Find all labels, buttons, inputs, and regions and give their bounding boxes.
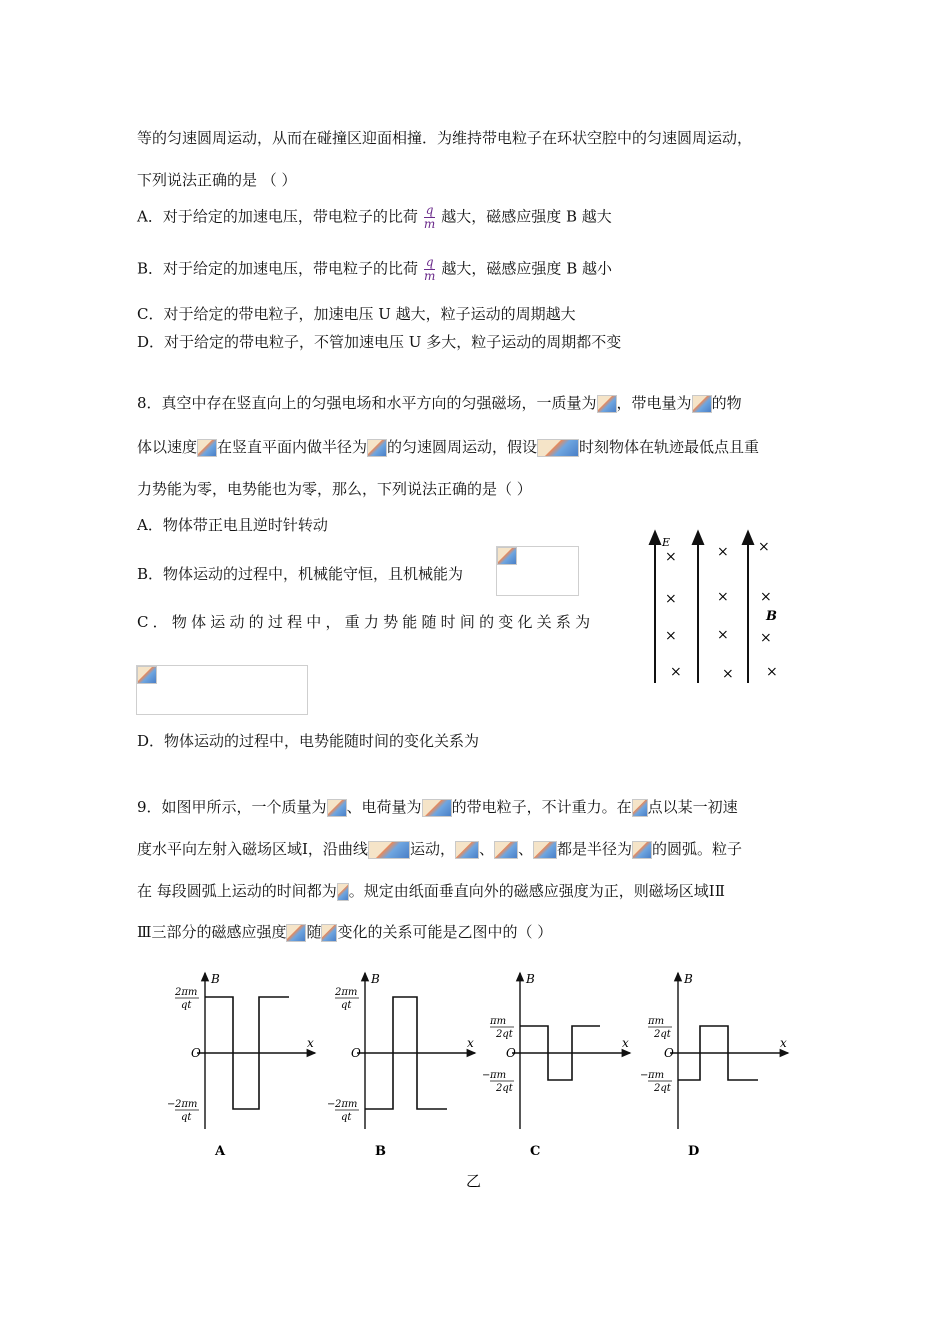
tick-top-numerator: 2πm: [335, 987, 358, 998]
cross-mark: ×: [665, 549, 677, 565]
field-label-e: E: [662, 536, 671, 549]
formula-image-box: [136, 665, 308, 715]
field-label-b: B: [766, 609, 777, 624]
formula-image-icon: [367, 439, 387, 457]
tick-top-denominator: 2qt: [496, 1029, 513, 1040]
tick-bottom-denominator: 2qt: [654, 1083, 671, 1094]
formula-image-icon: [286, 924, 306, 942]
tick-minus-sign: −: [327, 1099, 336, 1110]
graph-option-label: D: [688, 1144, 700, 1159]
formula-image-icon: [537, 439, 579, 457]
formula-image-icon: [692, 395, 712, 413]
cross-mark: ×: [760, 630, 772, 646]
cross-mark: ×: [717, 627, 729, 643]
cross-mark: ×: [665, 591, 677, 607]
axis-label-b: B: [526, 972, 535, 986]
q7-option-a-post: 越大，磁感应强度 B 越大: [441, 207, 612, 226]
charge-mass-ratio: $\frac{q}{m}$: [423, 203, 436, 231]
cross-mark: ×: [717, 589, 729, 605]
q8-line3: 力势能为零，电势能也为零，那么，下列说法正确的是（ ）: [137, 480, 532, 498]
tick-minus-sign: −: [640, 1070, 649, 1081]
formula-image-icon: [197, 439, 217, 457]
q9-line4: Ⅲ三部分的磁感应强度 随 变化的关系可能是乙图中的（ ）: [137, 923, 553, 941]
tick-bottom-numerator: 2πm: [175, 1099, 198, 1110]
tick-minus-sign: −: [167, 1099, 176, 1110]
q8-option-b: B．物体运动的过程中，机械能守恒，且机械能为: [137, 565, 464, 583]
tick-bottom-denominator: 2qt: [496, 1083, 513, 1094]
axis-label-b: B: [211, 972, 220, 986]
formula-image-icon: [321, 924, 337, 942]
formula-image-icon: [368, 841, 410, 859]
formula-image-icon: [327, 799, 347, 817]
formula-image-icon: [497, 547, 517, 565]
cross-mark: ×: [760, 589, 772, 605]
axis-label-x: x: [467, 1036, 474, 1050]
origin-label: O: [664, 1046, 674, 1060]
tick-top-denominator: qt: [181, 1000, 192, 1011]
q9-line3: 在 每段圆弧上运动的时间都为 。规定由纸面垂直向外的磁感应强度为正，则磁场区域ⅠⅡ: [137, 882, 725, 900]
tick-top-numerator: πm: [490, 1016, 507, 1027]
q7-line2: 下列说法正确的是 （ ）: [137, 171, 297, 189]
formula-image-icon: [494, 841, 518, 859]
cross-mark: ×: [665, 628, 677, 644]
axis-label-b: B: [371, 972, 380, 986]
origin-label: O: [351, 1046, 361, 1060]
tick-top-numerator: πm: [648, 1016, 665, 1027]
tick-top-denominator: qt: [341, 1000, 352, 1011]
arrow-head: [650, 532, 660, 544]
cross-mark: ×: [758, 539, 770, 555]
q7-option-c: C．对于给定的带电粒子，加速电压 U 越大，粒子运动的周期越大: [137, 305, 576, 323]
axis-label-x: x: [622, 1036, 629, 1050]
formula-image-icon: [533, 841, 557, 859]
q7-option-a-pre: A．对于给定的加速电压，带电粒子的比荷: [137, 207, 418, 226]
formula-image-icon: [337, 883, 349, 901]
magnetic-field-crosses: [665, 539, 778, 682]
formula-image-box: [496, 546, 579, 596]
axis-label-x: x: [780, 1036, 787, 1050]
graph-option-label: A: [215, 1144, 226, 1159]
q8-line2: 体以速度 在竖直平面内做半径为 的匀速圆周运动，假设 时刻物体在轨迹最低点且重: [137, 438, 760, 456]
formula-image-icon: [422, 799, 452, 817]
b-x-graphs-figure: [160, 965, 820, 1205]
q9-line2: 度水平向左射入磁场区域Ⅰ，沿曲线 运动， 、 、 都是半径为 的圆弧。粒子: [137, 840, 743, 858]
q8-option-c: C．物体运动的过程中，重力势能随时间的变化关系为: [137, 613, 595, 631]
formula-image-icon: [597, 395, 617, 413]
cross-mark: ×: [717, 544, 729, 560]
arrow-head: [693, 532, 703, 544]
origin-label: O: [191, 1046, 201, 1060]
tick-bottom-numerator: πm: [648, 1070, 665, 1081]
arrow-head: [743, 532, 753, 544]
formula-image-icon: [632, 799, 648, 817]
formula-image-icon: [455, 841, 479, 859]
q7-line1: 等的匀速圆周运动，从而在碰撞区迎面相撞．为维持带电粒子在环状空腔中的匀速圆周运动，: [137, 129, 753, 147]
charge-mass-ratio: $\frac{q}{m}$: [424, 255, 436, 283]
cross-mark: ×: [670, 664, 682, 680]
formula-image-icon: [137, 666, 157, 684]
q7-option-d: D．对于给定的带电粒子，不管加速电压 U 多大，粒子运动的周期都不变: [137, 333, 622, 351]
tick-bottom-denominator: qt: [181, 1112, 192, 1123]
q9-line1: 9．如图甲所示，一个质量为 、电荷量为 的带电粒子，不计重力。在 点以某一初速: [137, 798, 738, 816]
q8-option-a: A．物体带正电且逆时针转动: [137, 516, 328, 534]
tick-minus-sign: −: [482, 1070, 491, 1081]
formula-image-icon: [632, 841, 652, 859]
origin-label: O: [506, 1046, 516, 1060]
q7-option-b: [137, 256, 612, 283]
q7-option-a: [137, 204, 612, 231]
cross-mark: ×: [722, 666, 734, 682]
tick-bottom-numerator: πm: [490, 1070, 507, 1081]
graph-option-label: B: [375, 1144, 386, 1159]
q8-option-d: D．物体运动的过程中，电势能随时间的变化关系为: [137, 732, 480, 750]
tick-bottom-denominator: qt: [341, 1112, 352, 1123]
axis-label-x: x: [307, 1036, 314, 1050]
graph-panels: [167, 972, 788, 1159]
tick-top-denominator: 2qt: [654, 1029, 671, 1040]
axis-label-b: B: [684, 972, 693, 986]
q7-option-b-post: 越大，磁感应强度 B 越小: [441, 259, 612, 278]
cross-mark: ×: [766, 664, 778, 680]
q8-line1: 8．真空中存在竖直向上的匀强电场和水平方向的匀强磁场，一质量为 ，带电量为 的物: [137, 394, 742, 412]
field-figure: [640, 528, 790, 688]
figure-caption: 乙: [466, 1172, 482, 1190]
tick-bottom-numerator: 2πm: [335, 1099, 358, 1110]
q7-option-b-pre: B．对于给定的加速电压，带电粒子的比荷: [137, 259, 419, 278]
graph-option-label: C: [530, 1144, 541, 1159]
tick-top-numerator: 2πm: [175, 987, 198, 998]
